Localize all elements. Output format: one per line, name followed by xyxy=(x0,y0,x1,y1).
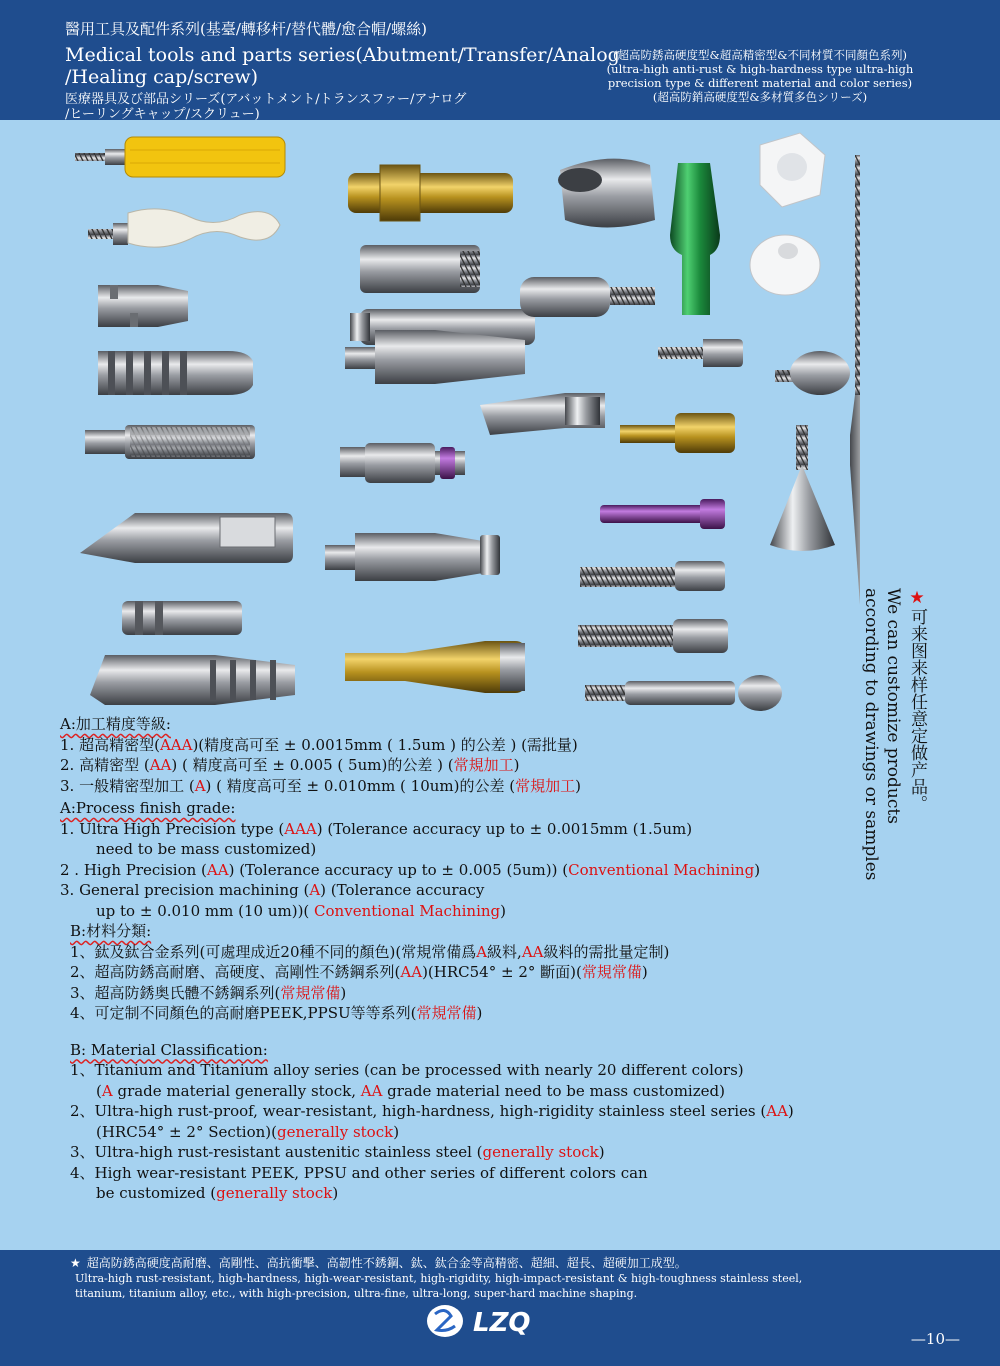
lzq-logo-icon xyxy=(425,1302,595,1340)
spec-text xyxy=(60,714,940,1204)
star-icon: ★ xyxy=(907,588,927,608)
subtitle-right-2: (ultra-high anti-rust & high-hardness type ultra-high xyxy=(606,62,914,76)
vertical-tap-image xyxy=(850,155,860,605)
material-en-line-1: 1、Titanium and Titanium alloy series (can be processed with nearly 20 different colors) xyxy=(70,1061,744,1079)
title-en-1: Medical tools and parts series(Abutment/Transfer/Analog xyxy=(65,44,620,66)
angled-cup-image xyxy=(558,159,655,228)
page-number: —10— xyxy=(910,1330,960,1348)
material-zh-line-2: 2、超高防銹高耐磨、高硬度、高剛性不銹鋼系列(AA)(HRC54° ± 2° 斷面)(常規常備) xyxy=(70,963,648,981)
star-icon: ★ xyxy=(70,1256,81,1270)
material-zh-line-3: 3、超高防銹奥氏體不銹鋼系列(常規常備) xyxy=(70,983,347,1002)
header-banner xyxy=(0,0,1000,120)
product-gallery xyxy=(60,125,860,715)
grade-zh-line-3: 3. 一般精密型加工 (A) ( 精度高可至 ± 0.010mm ( 10um)的公差 (常規加工) xyxy=(60,776,581,795)
subtitle-right-1: (超高防銹高硬度型&超高精密型&不同材質不同顏色系列) xyxy=(613,48,907,62)
material-zh-line-1: 1、鈦及鈦合金系列(可處理成近20種不同的顏色)(常規常備爲A級料,AA級料的需批量定制) xyxy=(70,942,670,961)
small-screw-image xyxy=(658,339,743,367)
material-en-line-1b: (A grade material generally stock, AA grade material need to be mass customized) xyxy=(96,1081,725,1100)
material-en-line-4b: be customized (generally stock) xyxy=(96,1184,339,1202)
long-steel-screw-image xyxy=(578,619,728,653)
healing-abutment-image xyxy=(520,277,655,317)
subtitle-right-4: (超高防銷高硬度型&多材質多色シリーズ) xyxy=(652,90,868,104)
small-analog-image xyxy=(122,601,242,635)
purple-screw-image xyxy=(600,499,725,529)
grade-en-line-1: 1. Ultra High Precision type (AAA) (Tolerance accuracy up to ± 0.0015mm (1.5um) xyxy=(60,819,693,838)
grade-en-line-1b: need to be mass customized) xyxy=(96,840,317,858)
gold-abutment-image xyxy=(348,165,513,221)
grade-en-line-2: 2 . High Precision (AA) (Tolerance accuracy up to ± 0.005 (5um)) (Conventional Machining) xyxy=(60,860,761,879)
title-jp-1: 医療器具及び部品シリーズ(アバットメント/トランスファー/アナログ xyxy=(65,92,467,107)
steel-screw-image xyxy=(580,561,725,591)
footer-en-2: titanium, titanium alloy, etc., with high-precision, ultra-fine, ultra-long, super-hard machine shaping. xyxy=(75,1287,638,1300)
subtitle-right-3: precision type & different material and color series) xyxy=(607,76,913,90)
logo-text: LZQ xyxy=(473,1308,531,1338)
purple-screw-transfer-image xyxy=(340,443,465,483)
white-cap-image xyxy=(750,133,825,295)
grade-en-heading: A:Process finish grade: xyxy=(60,799,236,817)
angled-tapered-abutment-image xyxy=(480,393,605,435)
grade-en-line-3: 3. General precision machining (A) (Tolerance accuracy xyxy=(60,881,485,899)
title-zh: 醫用工具及配件系列(基臺/轉移杆/替代體/愈合帽/螺絲) xyxy=(65,20,427,38)
custom-note-en-1: We can customize products xyxy=(883,588,903,824)
footer-banner xyxy=(0,1250,1000,1366)
thin-steel-screw-image xyxy=(585,675,782,711)
material-en-line-4: 4、High wear-resistant PEEK, PPSU and other series of different colors can xyxy=(70,1163,648,1182)
angled-abutment-image xyxy=(80,513,293,563)
abutment-with-hex-image xyxy=(325,533,500,581)
lzq-logo xyxy=(425,1302,595,1340)
footer-zh: ★ 超高防銹高硬度高耐磨、高剛性、高抗衝擊、高韌性不銹鋼、鈦、鈦合金等高精密、超細、超長、超硬加工成型。 xyxy=(70,1256,687,1270)
yellow-handle-tool-image xyxy=(75,137,285,177)
custom-note-en-2: according to drawings or samples xyxy=(861,588,881,881)
title-en-2: /Healing cap/screw) xyxy=(65,66,259,88)
grade-zh-line-2: 2. 高精密型 (AA) ( 精度高可至 ± 0.005 ( 5um)的公差 ) (常規加工) xyxy=(60,756,520,774)
gold-screw-image xyxy=(620,413,735,453)
gold-wide-abutment-image xyxy=(345,641,525,693)
material-en-heading: B: Material Classification: xyxy=(70,1040,268,1059)
healing-cap-image xyxy=(775,351,850,395)
material-zh-heading: B:材料分類: xyxy=(70,922,152,940)
material-en-line-3: 3、Ultra-high rust-resistant austenitic stainless steel (generally stock) xyxy=(70,1143,605,1161)
subtitle-right-block xyxy=(560,48,960,104)
grooved-analog-image xyxy=(98,351,253,395)
title-jp-2: /ヒーリングキャップ/スクリュー) xyxy=(65,107,260,122)
grade-en-line-3b: up to ± 0.010 mm (10 um))( Conventional Machining) xyxy=(96,901,506,920)
textured-analog-image xyxy=(85,425,255,459)
grade-zh-heading: A:加工精度等級: xyxy=(60,715,171,733)
white-peek-handle-image xyxy=(88,209,280,247)
notched-transfer-image xyxy=(98,285,188,327)
multi-unit-abutment-image xyxy=(90,655,295,705)
custom-note-zh: 可来图来样任意定做产品。 xyxy=(907,608,927,812)
material-en-line-2b: (HRC54° ± 2° Section)(generally stock) xyxy=(96,1122,400,1141)
material-en-line-2: 2、Ultra-high rust-proof, wear-resistant, high-hardness, high-rigidity stainless steel series (AA) xyxy=(70,1102,794,1120)
green-abutment-image xyxy=(670,163,720,315)
grade-zh-line-1: 1. 超高精密型(AAA)(精度高可至 ± 0.0015mm ( 1.5um ) 的公差 ) (需批量) xyxy=(60,735,578,754)
stepped-abutment-image xyxy=(360,245,480,293)
material-zh-line-4: 4、可定制不同顏色的高耐磨PEEK,PPSU等等系列(常規常備) xyxy=(70,1004,483,1022)
cone-abutment-image xyxy=(770,425,835,551)
footer-en-1: Ultra-high rust-resistant, high-hardness, high-wear-resistant, high-rigidity, high-impact-resistant & high-toughness stainless steel, xyxy=(75,1272,803,1285)
